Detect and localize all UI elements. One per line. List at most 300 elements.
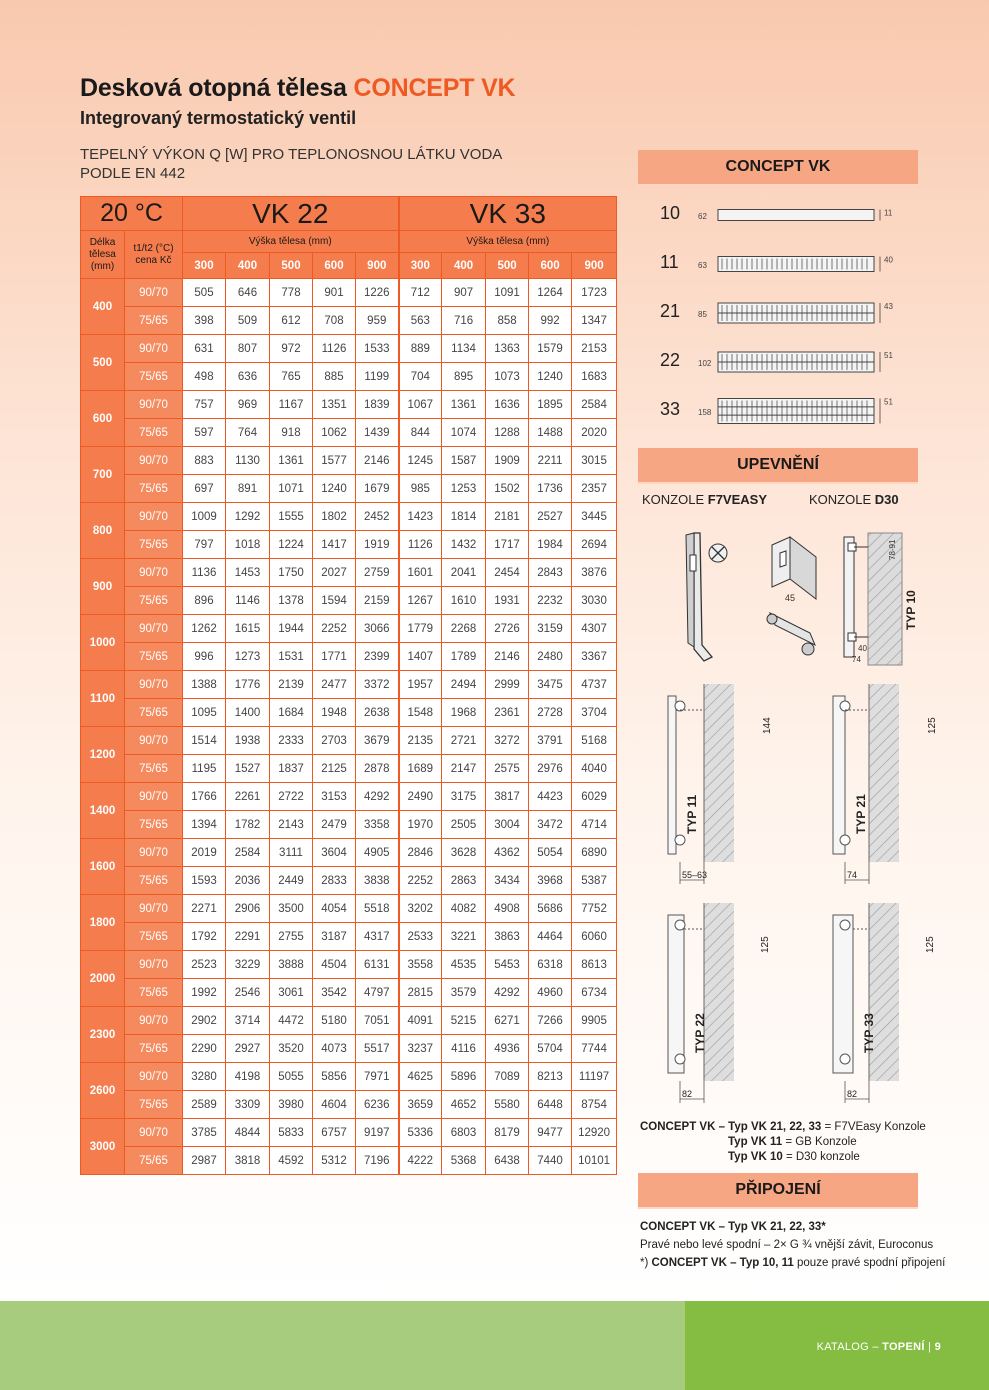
value-cell: 1555 [270, 503, 313, 531]
value-cell: 5387 [572, 867, 617, 895]
value-cell: 1439 [356, 419, 399, 447]
radiator-section-icon [694, 197, 904, 233]
table-row [81, 755, 617, 783]
value-cell: 646 [226, 279, 270, 307]
table-row [81, 1147, 617, 1175]
table-row [81, 1007, 617, 1035]
table-row [81, 895, 617, 923]
temperature-cell: 75/65 [125, 811, 183, 839]
value-cell: 3863 [486, 923, 529, 951]
value-cell: 4054 [313, 895, 356, 923]
height-col-header: 400 [226, 253, 270, 279]
value-cell: 5055 [270, 1063, 313, 1091]
table-row [81, 923, 617, 951]
radiator-height-label: 51 [884, 397, 893, 407]
value-cell: 3791 [529, 727, 572, 755]
value-cell: 1292 [226, 503, 270, 531]
value-cell: 1361 [442, 391, 486, 419]
value-cell: 1948 [313, 699, 356, 727]
temperature-cell: 75/65 [125, 363, 183, 391]
title-accent: CONCEPT VK [353, 74, 516, 102]
value-cell: 563 [399, 307, 442, 335]
value-cell: 3980 [270, 1091, 313, 1119]
value-cell: 3968 [529, 867, 572, 895]
value-cell: 2976 [529, 755, 572, 783]
value-cell: 1723 [572, 279, 617, 307]
value-cell: 6060 [572, 923, 617, 951]
temperature-cell: 75/65 [125, 419, 183, 447]
value-cell: 3030 [572, 587, 617, 615]
footer-band-left [0, 1301, 685, 1390]
note-rest: pouze pravé spodní připojení [793, 1257, 946, 1269]
value-cell: 6236 [356, 1091, 399, 1119]
value-cell: 896 [183, 587, 226, 615]
value-cell: 1224 [270, 531, 313, 559]
value-cell: 4592 [270, 1147, 313, 1175]
table-row [81, 643, 617, 671]
radiator-type-number: 21 [660, 301, 681, 321]
value-cell: 996 [183, 643, 226, 671]
value-cell: 9905 [572, 1007, 617, 1035]
konzole-name: F7VEASY [707, 492, 767, 507]
value-cell: 1839 [356, 391, 399, 419]
value-cell: 8613 [572, 951, 617, 979]
value-cell: 4504 [313, 951, 356, 979]
radiator-type-row [650, 197, 910, 233]
value-cell: 2759 [356, 559, 399, 587]
radiator-depth-label: 102 [698, 359, 712, 368]
value-cell: 2755 [270, 923, 313, 951]
konzole-d30-label [809, 492, 899, 507]
value-cell: 3628 [442, 839, 486, 867]
value-cell: 697 [183, 475, 226, 503]
table-row [81, 811, 617, 839]
value-cell: 1610 [442, 587, 486, 615]
value-cell: 1134 [442, 335, 486, 363]
temperature-cell: 75/65 [125, 587, 183, 615]
value-cell: 1533 [356, 335, 399, 363]
table-row [81, 979, 617, 1007]
mount-section-diagram [640, 903, 775, 1108]
value-cell: 10101 [572, 1147, 617, 1175]
value-cell: 8179 [486, 1119, 529, 1147]
mount-dim-horizontal: 82 [847, 1089, 858, 1099]
table-row [81, 727, 617, 755]
value-cell: 9197 [356, 1119, 399, 1147]
value-cell: 1062 [313, 419, 356, 447]
value-cell: 1909 [486, 447, 529, 475]
value-cell: 3659 [399, 1091, 442, 1119]
temperature-cell: 75/65 [125, 1147, 183, 1175]
value-cell: 2902 [183, 1007, 226, 1035]
value-cell: 959 [356, 307, 399, 335]
bracket-illustration [640, 515, 930, 675]
height-col-header: 500 [486, 253, 529, 279]
temperature-cell: 75/65 [125, 755, 183, 783]
value-cell: 858 [486, 307, 529, 335]
value-cell: 4116 [442, 1035, 486, 1063]
value-cell: 2527 [529, 503, 572, 531]
value-cell: 1378 [270, 587, 313, 615]
value-cell: 2589 [183, 1091, 226, 1119]
radiator-height-label: 43 [884, 302, 893, 311]
length-cell: 800 [81, 503, 125, 559]
value-cell: 7196 [356, 1147, 399, 1175]
note-bold: CONCEPT VK – Typ VK 21, 22, 33 [640, 1121, 822, 1133]
konzole-prefix: KONZOLE [809, 492, 872, 507]
value-cell: 1931 [486, 587, 529, 615]
value-cell: 3714 [226, 1007, 270, 1035]
value-cell: 2261 [226, 783, 270, 811]
value-cell: 2726 [486, 615, 529, 643]
mount-type-label: TYP 21 [854, 794, 868, 834]
mount-dim-horizontal: 74 [847, 870, 858, 880]
value-cell: 3888 [270, 951, 313, 979]
value-cell: 7971 [356, 1063, 399, 1091]
table-row [81, 335, 617, 363]
radiator-depth-label: 158 [698, 408, 712, 417]
value-cell: 11197 [572, 1063, 617, 1091]
gb-bracket-icon [767, 537, 816, 655]
temperature-cell: 75/65 [125, 307, 183, 335]
value-cell: 3817 [486, 783, 529, 811]
value-cell: 1240 [529, 363, 572, 391]
d30-dim-top: 78-91 [888, 539, 897, 560]
mount-note-3 [640, 1150, 926, 1165]
temperature-cell: 90/70 [125, 1119, 183, 1147]
value-cell: 918 [270, 419, 313, 447]
value-cell: 2878 [356, 755, 399, 783]
mount-type-label: TYP 22 [693, 1013, 707, 1053]
table-row [81, 671, 617, 699]
value-cell: 883 [183, 447, 226, 475]
height-col-header: 600 [529, 253, 572, 279]
value-cell: 3272 [486, 727, 529, 755]
value-cell: 3372 [356, 671, 399, 699]
value-cell: 509 [226, 307, 270, 335]
value-cell: 3187 [313, 923, 356, 951]
value-cell: 3475 [529, 671, 572, 699]
temperature-cell: 75/65 [125, 979, 183, 1007]
length-cell: 1400 [81, 783, 125, 839]
value-cell: 5368 [442, 1147, 486, 1175]
value-cell: 4198 [226, 1063, 270, 1091]
value-cell: 1264 [529, 279, 572, 307]
value-cell: 757 [183, 391, 226, 419]
value-cell: 1779 [399, 615, 442, 643]
value-cell: 2728 [529, 699, 572, 727]
value-cell: 6029 [572, 783, 617, 811]
value-cell: 5580 [486, 1091, 529, 1119]
height-col-header: 600 [313, 253, 356, 279]
table-row [81, 503, 617, 531]
value-cell: 4737 [572, 671, 617, 699]
value-cell: 3520 [270, 1035, 313, 1063]
value-cell: 1199 [356, 363, 399, 391]
table-body [81, 279, 617, 1175]
connect-note-2: Pravé nebo levé spodní – 2× G ¾ vnější závit, Euroconus [640, 1239, 934, 1251]
temperature-cell: 90/70 [125, 1063, 183, 1091]
value-cell: 2454 [486, 559, 529, 587]
temperature-cell: 75/65 [125, 923, 183, 951]
value-cell: 1636 [486, 391, 529, 419]
value-cell: 2721 [442, 727, 486, 755]
length-cell: 2600 [81, 1063, 125, 1119]
group-header-vk22: VK 22 [183, 197, 399, 231]
value-cell: 2252 [313, 615, 356, 643]
radiator-depth-label: 62 [698, 212, 707, 221]
value-cell: 4091 [399, 1007, 442, 1035]
value-cell: 5215 [442, 1007, 486, 1035]
height-col-header: 900 [356, 253, 399, 279]
mount-dim-vertical: 125 [760, 936, 771, 953]
value-cell: 498 [183, 363, 226, 391]
note-bold: Typ VK 11 [728, 1136, 783, 1148]
value-cell: 1782 [226, 811, 270, 839]
table-row [81, 279, 617, 307]
mount-section-diagram [640, 684, 775, 889]
value-cell: 3202 [399, 895, 442, 923]
value-cell: 2271 [183, 895, 226, 923]
value-cell: 2490 [399, 783, 442, 811]
note-bold: Typ VK 10 [728, 1151, 783, 1163]
page-subtitle: Integrovaný termostatický ventil [80, 108, 357, 128]
value-cell: 764 [226, 419, 270, 447]
value-cell: 1388 [183, 671, 226, 699]
f7veasy-bracket-icon [686, 533, 727, 661]
value-cell: 2523 [183, 951, 226, 979]
value-cell: 3221 [442, 923, 486, 951]
value-cell: 2143 [270, 811, 313, 839]
value-cell: 3838 [356, 867, 399, 895]
value-cell: 1814 [442, 503, 486, 531]
value-cell: 1432 [442, 531, 486, 559]
note-bold: CONCEPT VK – Typ 10, 11 [651, 1257, 794, 1269]
mount-dim-vertical: 125 [925, 936, 936, 953]
intro-line-2: PODLE EN 442 [80, 165, 186, 182]
radiator-section-icon [694, 295, 904, 331]
value-cell: 3015 [572, 447, 617, 475]
value-cell: 712 [399, 279, 442, 307]
value-cell: 1944 [270, 615, 313, 643]
value-cell: 7744 [572, 1035, 617, 1063]
temperature-cell: 75/65 [125, 699, 183, 727]
value-cell: 1245 [399, 447, 442, 475]
value-cell: 3604 [313, 839, 356, 867]
d30-bracket-icon [844, 533, 918, 665]
value-cell: 2927 [226, 1035, 270, 1063]
length-cell: 1800 [81, 895, 125, 951]
value-cell: 716 [442, 307, 486, 335]
value-cell: 1789 [442, 643, 486, 671]
value-cell: 1548 [399, 699, 442, 727]
value-cell: 2479 [313, 811, 356, 839]
length-cell: 1000 [81, 615, 125, 671]
value-cell: 5856 [313, 1063, 356, 1091]
value-cell: 1073 [486, 363, 529, 391]
value-cell: 1593 [183, 867, 226, 895]
value-cell: 1195 [183, 755, 226, 783]
length-cell: 1600 [81, 839, 125, 895]
value-cell: 1091 [486, 279, 529, 307]
value-cell: 992 [529, 307, 572, 335]
value-cell: 7051 [356, 1007, 399, 1035]
value-cell: 2638 [356, 699, 399, 727]
value-cell: 3358 [356, 811, 399, 839]
footer-separator: | [928, 1341, 932, 1353]
height-header-vk22: Výška tělesa (mm) [183, 231, 399, 253]
value-cell: 2146 [486, 643, 529, 671]
radiator-depth-label: 63 [698, 261, 707, 270]
value-cell: 2019 [183, 839, 226, 867]
mount-dim-horizontal: 82 [682, 1089, 693, 1099]
value-cell: 1527 [226, 755, 270, 783]
value-cell: 4073 [313, 1035, 356, 1063]
value-cell: 2815 [399, 979, 442, 1007]
radiator-type-row [650, 295, 910, 331]
value-cell: 1351 [313, 391, 356, 419]
value-cell: 5686 [529, 895, 572, 923]
height-col-header: 300 [183, 253, 226, 279]
value-cell: 1126 [399, 531, 442, 559]
value-cell: 1601 [399, 559, 442, 587]
height-col-header: 500 [270, 253, 313, 279]
value-cell: 1067 [399, 391, 442, 419]
value-cell: 885 [313, 363, 356, 391]
value-cell: 2694 [572, 531, 617, 559]
mount-dim-vertical: 144 [762, 717, 773, 734]
length-cell: 600 [81, 391, 125, 447]
value-cell: 1273 [226, 643, 270, 671]
radiator-type-number: 10 [660, 203, 681, 223]
value-cell: 1992 [183, 979, 226, 1007]
length-header: Délka tělesa (mm) [81, 231, 125, 279]
radiator-type-number: 22 [660, 350, 681, 370]
value-cell: 3237 [399, 1035, 442, 1063]
value-cell: 4292 [486, 979, 529, 1007]
d30-dim-74: 74 [852, 655, 861, 664]
value-cell: 1363 [486, 335, 529, 363]
value-cell: 1071 [270, 475, 313, 503]
value-cell: 3229 [226, 951, 270, 979]
value-cell: 1488 [529, 419, 572, 447]
value-cell: 4307 [572, 615, 617, 643]
d30-type-label: TYP 10 [904, 590, 918, 630]
length-cell: 400 [81, 279, 125, 335]
temperature-cell: 90/70 [125, 895, 183, 923]
value-cell: 2153 [572, 335, 617, 363]
value-cell: 3679 [356, 727, 399, 755]
temperature-cell: 75/65 [125, 475, 183, 503]
radiator-section-icon [694, 393, 904, 429]
value-cell: 1394 [183, 811, 226, 839]
value-cell: 1531 [270, 643, 313, 671]
radiator-depth-label: 85 [698, 310, 707, 319]
length-cell: 1100 [81, 671, 125, 727]
value-cell: 2846 [399, 839, 442, 867]
value-cell: 1957 [399, 671, 442, 699]
value-cell: 895 [442, 363, 486, 391]
value-cell: 631 [183, 335, 226, 363]
table-row [81, 447, 617, 475]
value-cell: 3066 [356, 615, 399, 643]
value-cell: 1417 [313, 531, 356, 559]
value-cell: 3876 [572, 559, 617, 587]
value-cell: 2999 [486, 671, 529, 699]
length-cell: 500 [81, 335, 125, 391]
value-cell: 2533 [399, 923, 442, 951]
table-row [81, 1035, 617, 1063]
value-cell: 5168 [572, 727, 617, 755]
value-cell: 6803 [442, 1119, 486, 1147]
value-cell: 1453 [226, 559, 270, 587]
value-cell: 891 [226, 475, 270, 503]
value-cell: 1776 [226, 671, 270, 699]
note-prefix: *) [640, 1257, 652, 1269]
value-cell: 2399 [356, 643, 399, 671]
footer-page-number: 9 [934, 1341, 941, 1353]
value-cell: 9477 [529, 1119, 572, 1147]
table-row [81, 307, 617, 335]
value-cell: 5704 [529, 1035, 572, 1063]
value-cell: 4423 [529, 783, 572, 811]
value-cell: 2036 [226, 867, 270, 895]
mount-notes [640, 1120, 926, 1165]
value-cell: 1126 [313, 335, 356, 363]
value-cell: 907 [442, 279, 486, 307]
value-cell: 2449 [270, 867, 313, 895]
value-cell: 3309 [226, 1091, 270, 1119]
value-cell: 4844 [226, 1119, 270, 1147]
konzole-prefix: KONZOLE [642, 492, 705, 507]
temperature-cell: 90/70 [125, 951, 183, 979]
value-cell: 4936 [486, 1035, 529, 1063]
value-cell: 7440 [529, 1147, 572, 1175]
value-cell: 2139 [270, 671, 313, 699]
konzole-name: D30 [874, 492, 899, 507]
value-cell: 2505 [442, 811, 486, 839]
table-row [81, 391, 617, 419]
radiator-type-row [650, 393, 910, 429]
value-cell: 398 [183, 307, 226, 335]
value-cell: 1968 [442, 699, 486, 727]
value-cell: 889 [399, 335, 442, 363]
value-cell: 2703 [313, 727, 356, 755]
value-cell: 1262 [183, 615, 226, 643]
value-cell: 1095 [183, 699, 226, 727]
value-cell: 5180 [313, 1007, 356, 1035]
value-cell: 1615 [226, 615, 270, 643]
temperature-cell: 90/70 [125, 615, 183, 643]
radiator-type-row [650, 344, 910, 380]
table-row [81, 1091, 617, 1119]
value-cell: 1167 [270, 391, 313, 419]
length-cell: 2300 [81, 1007, 125, 1063]
mount-band: UPEVNĚNÍ [638, 448, 918, 482]
value-cell: 6890 [572, 839, 617, 867]
value-cell: 597 [183, 419, 226, 447]
table-row [81, 839, 617, 867]
value-cell: 12920 [572, 1119, 617, 1147]
temperature-cell: 90/70 [125, 335, 183, 363]
value-cell: 1750 [270, 559, 313, 587]
value-cell: 1938 [226, 727, 270, 755]
value-cell: 5453 [486, 951, 529, 979]
value-cell: 1253 [442, 475, 486, 503]
value-cell: 797 [183, 531, 226, 559]
note-rest: = D30 konzole [782, 1151, 860, 1163]
value-cell: 1679 [356, 475, 399, 503]
